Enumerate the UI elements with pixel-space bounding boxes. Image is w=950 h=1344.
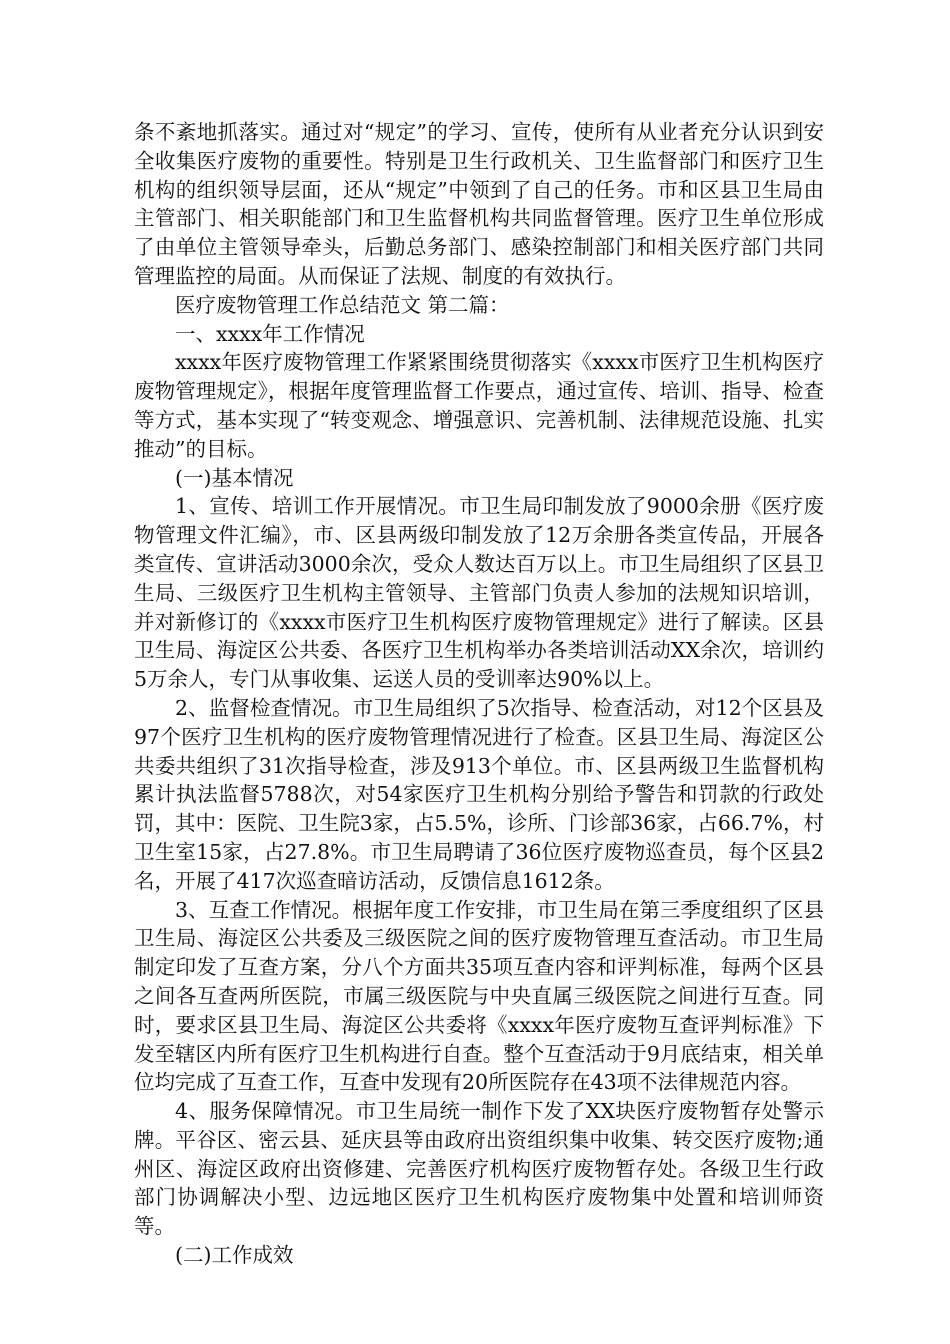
paragraph-service-support: 4、服务保障情况。市卫生局统一制作下发了XX块医疗废物暂存处警示牌。平谷区、密云县、延庆县等由政府出资组织集中收集、转交医疗废物;通州区、海淀区政府出资修建、完善医疗机构医疗废物暂存处。各级卫生行政部门协调解决小型、边远地区医疗卫生机构医疗废物集中处置和培训师资等。 <box>134 1099 824 1239</box>
heading-basic-situation: (一)基本情况 <box>175 465 294 490</box>
heading-work-results: (二)工作成效 <box>175 1243 294 1268</box>
document-body <box>134 118 824 1270</box>
heading-work-situation: 一、xxxx年工作情况 <box>175 321 365 346</box>
paragraph-publicity-training: 1、宣传、培训工作开展情况。市卫生局印制发放了9000余册《医疗废物管理文件汇编》，市、区县两级印制发放了12万余册各类宣传品，开展各类宣传、宣讲活动3000余次，受众人数达百万以上。市卫生局组织了区县卫生局、三级医疗卫生机构主管领导、主管部门负责人参加的法规知识培训，并对新修订的《xxxx市医疗卫生机构医疗废物管理规定》进行了解读。区县卫生局、海淀区公共委、各医疗卫生机构举办各类培训活动XX余次，培训约5万余人，专门从事收集、运送人员的受训率达90%以上。 <box>134 494 824 692</box>
paragraph-overview: xxxx年医疗废物管理工作紧紧围绕贯彻落实《xxxx市医疗卫生机构医疗废物管理规定》，根据年度管理监督工作要点，通过宣传、培训、指导、检查等方式，基本实现了“转变观念、增强意识、完善机制、法律规范设施、扎实推动”的目标。 <box>134 350 824 461</box>
paragraph-supervision-inspection: 2、监督检查情况。市卫生局组织了5次指导、检查活动，对12个区县及97个医疗卫生机构的医疗废物管理情况进行了检查。区县卫生局、海淀区公共委共组织了31次指导检查，涉及913个单位。市、区县两级卫生监督机构累计执法监督5788次，对54家医疗卫生机构分别给予警告和罚款的行政处罚，其中：医院、卫生院3家，占5.5%，诊所、门诊部36家，占66.7%，村卫生室15家，占27.8%。市卫生局聘请了36位医疗废物巡查员，每个区县2名，开展了417次巡查暗访活动，反馈信息1612条。 <box>134 695 824 893</box>
paragraph-continuation: 条不紊地抓落实。通过对“规定”的学习、宣传，使所有从业者充分认识到安全收集医疗废物的重要性。特别是卫生行政机关、卫生监督部门和医疗卫生机构的组织领导层面，还从“规定”中领到了自己的任务。市和区县卫生局由主管部门、相关职能部门和卫生监督机构共同监督管理。医疗卫生单位形成了由单位主管领导牵头，后勤总务部门、感染控制部门和相关医疗部门共同管理监控的局面。从而保证了法规、制度的有效执行。 <box>134 120 824 288</box>
paragraph-mutual-inspection: 3、互查工作情况。根据年度工作安排，市卫生局在第三季度组织了区县卫生局、海淀区公共委及三级医院之间的医疗废物管理互查活动。市卫生局制定印发了互查方案，分八个方面共35项互查内容和评判标准，每两个区县之间各互查两所医院，市属三级医院与中央直属三级医院之间进行互查。同时，要求区县卫生局、海淀区公共委将《xxxx年医疗废物互查评判标准》下发至辖区内所有医疗卫生机构进行自查。整个互查活动于9月底结束，相关单位均完成了互查工作，互查中发现有20所医院存在43项不法律规范内容。 <box>134 897 824 1095</box>
section-title-part-two: 医疗废物管理工作总结范文 第二篇： <box>175 292 510 317</box>
